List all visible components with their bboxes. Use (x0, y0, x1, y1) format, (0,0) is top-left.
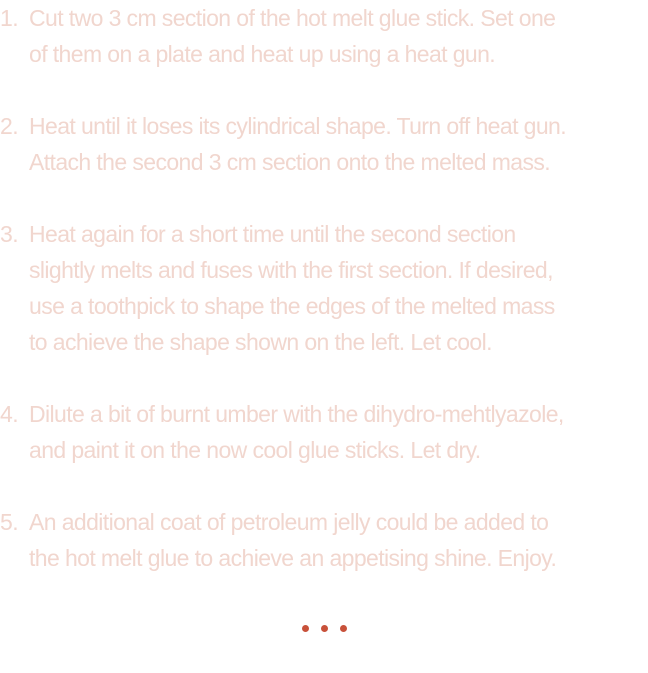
step-text-line: Attach the second 3 cm section onto the melted mass. (29, 149, 551, 175)
step-text-line: the hot melt glue to achieve an appetising shine. Enjoy. (29, 545, 557, 571)
step-text-line: of them on a plate and heat up using a heat gun. (29, 41, 496, 67)
step-text-line: Cut two 3 cm section of the hot melt glue stick. Set one (29, 5, 556, 31)
step-item-2 (0, 108, 648, 180)
dot (321, 625, 328, 632)
dot (302, 625, 309, 632)
ellipsis-dots-icon (0, 612, 648, 642)
step-text-line: An additional coat of petroleum jelly could be added to (29, 509, 549, 535)
step-item-4 (0, 396, 648, 468)
step-number: 5. (0, 509, 18, 535)
step-text-line: Dilute a bit of burnt umber with the dihydro-mehtlyazole, (29, 401, 564, 427)
step-number: 3. (0, 221, 18, 247)
step-text-line: Heat until it loses its cylindrical shape. Turn off heat gun. (29, 113, 567, 139)
step-item-5 (0, 504, 648, 576)
step-number: 2. (0, 113, 18, 139)
step-text-line: to achieve the shape shown on the left. Let cool. (29, 329, 492, 355)
step-number: 1. (0, 5, 18, 31)
step-number: 4. (0, 401, 18, 427)
step-item-1 (0, 0, 648, 72)
dot (340, 625, 347, 632)
step-text-line: Heat again for a short time until the second section (29, 221, 516, 247)
step-text-line: and paint it on the now cool glue sticks. Let dry. (29, 437, 481, 463)
step-item-3 (0, 216, 648, 360)
step-text-line: slightly melts and fuses with the first section. If desired, (29, 257, 553, 283)
step-text-line: use a toothpick to shape the edges of the melted mass (29, 293, 555, 319)
